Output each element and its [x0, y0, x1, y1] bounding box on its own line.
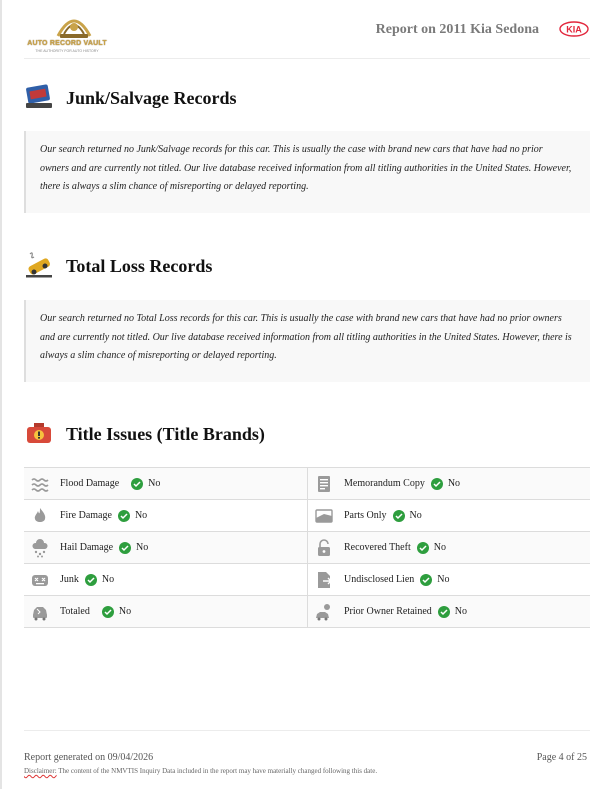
- logo-subtext: THE AUTHORITY FOR AUTO HISTORY: [35, 49, 99, 53]
- memorandum-copy-label: Memorandum Copy: [344, 478, 425, 489]
- memorandum-copy-value: No: [447, 478, 461, 489]
- prior-owner-icon: [314, 602, 334, 622]
- logo-text: AUTO RECORD VAULT: [27, 40, 107, 47]
- parts-only-label: Parts Only: [344, 510, 387, 521]
- footer-divider: [24, 730, 590, 731]
- report-generated-date: Report generated on 09/04/2026: [24, 752, 154, 763]
- flood-damage-value: No: [148, 478, 161, 489]
- page-border: [0, 0, 2, 789]
- fire-damage-cell: [24, 500, 307, 531]
- fire-damage-value: No: [134, 510, 148, 521]
- parts-only-value: No: [409, 510, 422, 521]
- title-issues-title: Title Issues (Title Brands): [66, 424, 265, 444]
- disclaimer-label: Disclaimer:: [24, 767, 57, 775]
- table-row: [24, 468, 590, 500]
- kia-logo: [559, 21, 589, 37]
- total-loss-icon: [24, 250, 54, 280]
- check-icon: [118, 510, 130, 522]
- table-row: [24, 596, 590, 628]
- header-divider: [24, 58, 590, 59]
- table-row: [24, 532, 590, 564]
- flood-damage-label: Flood Damage: [60, 478, 120, 489]
- check-icon: [431, 478, 443, 490]
- junk-salvage-text: Our search returned no Junk/Salvage records for this car. This is usually the case with brand new cars that have had no prior owners and are currently not titled. Our live database received information from all titling authorities in the United States. However, there is always a slim chance of misreporting or delayed reporting.: [40, 144, 572, 192]
- totaled-value: No: [118, 606, 132, 617]
- title-brands-table: [24, 467, 590, 628]
- page-number: Page 4 of 25: [536, 752, 587, 763]
- recovered-theft-cell: [307, 532, 590, 563]
- junk-label: Junk: [60, 574, 79, 585]
- disclaimer: [24, 767, 377, 775]
- undisclosed-lien-cell: [307, 564, 590, 595]
- total-loss-title: Total Loss Records: [66, 256, 213, 276]
- junk-value: No: [101, 574, 115, 585]
- table-row: [24, 500, 590, 532]
- check-icon: [438, 606, 450, 618]
- parts-only-icon: [314, 506, 334, 526]
- hail-icon: [30, 538, 50, 558]
- prior-owner-retained-value: No: [454, 606, 467, 617]
- flood-damage-cell: [24, 468, 307, 499]
- check-icon: [417, 542, 429, 554]
- check-icon: [131, 478, 143, 490]
- total-loss-text: Our search returned no Total Loss records for this car. This is usually the case with brand new cars that have had no prior owners and are currently not titled. Our live database received information from all titling authorities in the United States. However, there is always a slim chance of misreporting or delayed reporting.: [40, 313, 572, 361]
- kia-logo-text: KIA: [566, 24, 582, 35]
- junk-salvage-title: Junk/Salvage Records: [66, 88, 237, 108]
- prior-owner-retained-label: Prior Owner Retained: [344, 606, 432, 617]
- hail-damage-cell: [24, 532, 307, 563]
- title-issues-icon: [24, 419, 54, 449]
- check-icon: [102, 606, 114, 618]
- prior-owner-retained-cell: [307, 596, 590, 627]
- check-icon: [420, 574, 432, 586]
- report-title: Report on 2011 Kia Sedona: [375, 22, 539, 37]
- junk-salvage-note: [24, 131, 590, 213]
- hail-damage-label: Hail Damage: [60, 542, 114, 553]
- recovered-theft-icon: [314, 538, 334, 558]
- totaled-cell: [24, 596, 307, 627]
- disclaimer-text: The content of the NMVTIS Inquiry Data included in the report may have materially changed following this date.: [56, 767, 378, 775]
- junk-salvage-icon: [24, 82, 54, 112]
- logo-badge-icon: [54, 10, 94, 40]
- hail-damage-value: No: [136, 542, 149, 553]
- junk-cell: [24, 564, 307, 595]
- memorandum-copy-cell: [307, 468, 590, 499]
- check-icon: [393, 510, 405, 522]
- junk-icon: [30, 570, 50, 590]
- recovered-theft-value: No: [433, 542, 446, 553]
- table-row: [24, 564, 590, 596]
- totaled-label: Totaled: [60, 606, 90, 617]
- memorandum-icon: [314, 474, 334, 494]
- recovered-theft-label: Recovered Theft: [344, 542, 411, 553]
- check-icon: [85, 574, 97, 586]
- undisclosed-lien-value: No: [437, 574, 450, 585]
- check-icon: [119, 542, 131, 554]
- fire-damage-label: Fire Damage: [60, 510, 112, 521]
- total-loss-note: [24, 300, 590, 382]
- fire-icon: [30, 506, 50, 526]
- parts-only-cell: [307, 500, 590, 531]
- flood-icon: [30, 474, 50, 494]
- auto-record-vault-logo: [24, 10, 110, 54]
- undisclosed-lien-label: Undisclosed Lien: [344, 574, 415, 585]
- undisclosed-lien-icon: [314, 570, 334, 590]
- totaled-icon: [30, 602, 50, 622]
